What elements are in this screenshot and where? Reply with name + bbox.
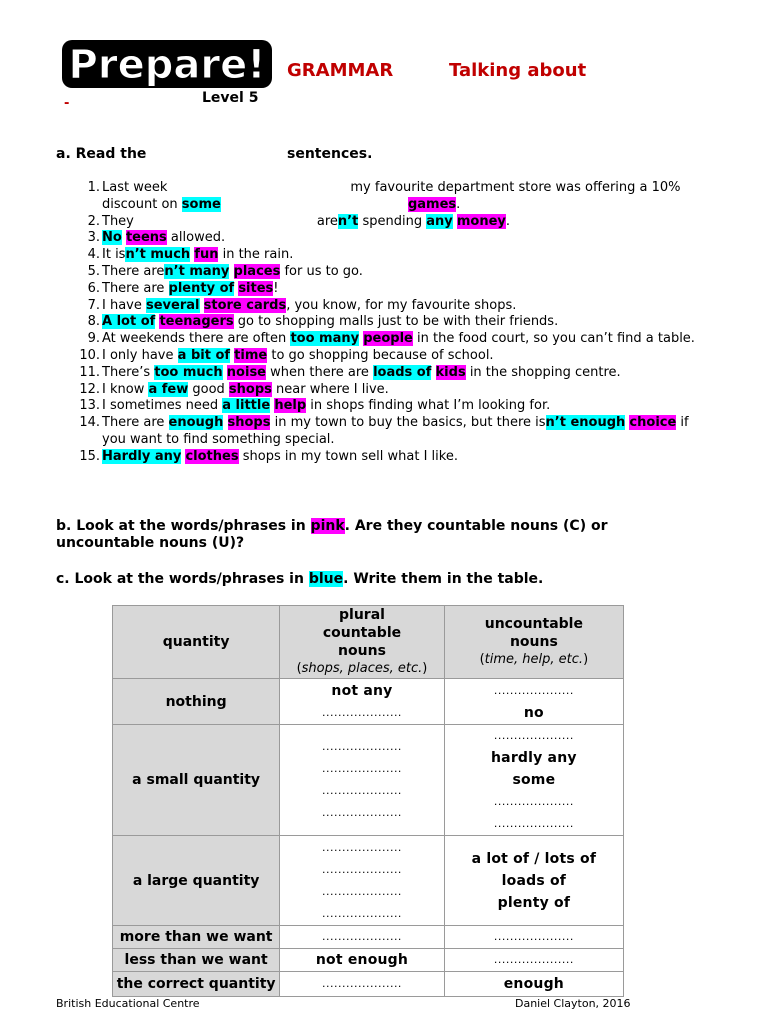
sentence-text: There’s — [102, 364, 155, 380]
footer-author: Daniel Clayton, 2016 — [515, 997, 631, 1010]
sentence-text: , you know, for my favourite shops. — [286, 297, 517, 313]
section-a-heading: a. Read the — [56, 146, 147, 162]
sentence-text: if you want to find something special. — [102, 415, 689, 447]
answer-blank[interactable]: .................... — [322, 806, 402, 819]
header-uncountable-example-text: time, help, etc. — [484, 652, 584, 667]
table-row — [113, 972, 624, 997]
pink-phrase: people — [363, 331, 413, 347]
sentence-text — [223, 415, 227, 430]
table-row — [113, 949, 624, 972]
header-dash: - — [64, 96, 70, 111]
sentence-text: are — [316, 213, 338, 229]
sentence-text: for us to go. — [280, 263, 363, 279]
answer-text: not enough — [315, 952, 409, 968]
question-b — [56, 518, 676, 552]
answer-text: hardly any — [491, 750, 577, 766]
sentence-text: shops in my town sell what I like. — [238, 448, 458, 464]
blue-phrase: Hardly any — [102, 448, 182, 464]
section-a-heading-cont: sentences. — [287, 146, 373, 162]
blue-phrase: a little — [222, 398, 271, 414]
table-header-row — [113, 606, 624, 679]
pink-phrase: kids — [435, 364, 466, 380]
sentence-text: It is — [102, 247, 126, 263]
blue-phrase: too much — [154, 364, 223, 380]
header-countable-example-text: shops, places, etc. — [301, 661, 423, 676]
sentence-text: my favourite department store was offering a 10% discount on — [102, 180, 681, 212]
sentence-number: 15. — [79, 448, 100, 464]
sentence-number: 6. — [87, 280, 100, 296]
answer-blank[interactable]: .................... — [493, 953, 574, 966]
pink-phrase: teenagers — [159, 314, 234, 330]
header-uncountable — [444, 606, 623, 679]
sentence-text: At weekends there are often — [102, 331, 291, 347]
answer-text: a lot of / lots of — [471, 850, 597, 867]
sentence-text: good — [188, 381, 229, 397]
pink-phrase: noise — [226, 364, 266, 380]
answer-text: not any — [331, 682, 393, 699]
uncountable-cell[interactable] — [444, 725, 623, 836]
blue-phrase: some — [181, 196, 221, 212]
countable-cell[interactable] — [280, 725, 445, 836]
sentence-text: I sometimes need — [102, 398, 223, 414]
question-c — [56, 571, 543, 587]
header-countable-title: plural countable nouns — [322, 607, 402, 659]
pink-phrase: sites — [238, 280, 274, 296]
header-countable-example: (shops, places, etc.) — [296, 661, 428, 676]
sentence-text: near where I live. — [271, 381, 389, 397]
countable-cell[interactable] — [280, 679, 445, 725]
pink-phrase: shops — [227, 415, 271, 431]
sentence-number: 2. — [87, 213, 100, 229]
sentence-text: I only have — [102, 347, 178, 363]
prepare-logo — [60, 38, 274, 90]
pink-phrase: store cards — [203, 297, 287, 313]
uncountable-cell[interactable] — [444, 972, 623, 997]
sentence-text: to go shopping because of school. — [267, 347, 494, 363]
sentence-text: They — [102, 213, 134, 229]
uncountable-cell[interactable] — [444, 926, 623, 949]
answer-blank[interactable]: .................... — [493, 930, 574, 943]
logo-text: Prepare! — [68, 42, 266, 88]
answer-text: no — [523, 704, 544, 721]
countable-cell[interactable] — [280, 926, 445, 949]
blue-phrase: n’t — [337, 213, 359, 229]
pink-phrase: clothes — [185, 448, 239, 464]
sentence-text: spending — [358, 213, 427, 229]
sentence-text — [431, 365, 435, 380]
answer-blank[interactable]: .................... — [322, 762, 402, 775]
question-c-before: c. Look at the words/phrases in — [56, 571, 309, 587]
answer-blank[interactable]: .................... — [493, 683, 574, 697]
answer-blank[interactable]: .................... — [493, 795, 574, 808]
sentence-number: 4. — [87, 247, 100, 263]
table-row — [113, 679, 624, 725]
sentence-text: go to shopping malls just to be with their friends. — [233, 314, 559, 330]
sentence-number: 8. — [87, 314, 100, 330]
sentence-item — [56, 281, 716, 298]
answer-blank[interactable]: .................... — [322, 977, 402, 990]
blue-phrase: No — [102, 230, 122, 246]
sentence-item — [56, 348, 716, 365]
countable-cell[interactable] — [280, 949, 445, 972]
pink-phrase: places — [233, 263, 281, 279]
sentence-text: . — [505, 213, 511, 229]
sentence-text: when there are — [266, 364, 374, 380]
pink-phrase: teens — [125, 230, 167, 246]
quantity-table — [112, 605, 624, 997]
answer-blank[interactable]: .................... — [322, 740, 402, 753]
table-row — [113, 926, 624, 949]
sentence-text — [221, 197, 225, 212]
answer-blank[interactable]: .................... — [322, 930, 402, 943]
table-body — [113, 679, 624, 997]
blue-phrase: too many — [290, 331, 360, 347]
sentence-number: 1. — [87, 180, 100, 195]
question-b-highlight: pink — [310, 518, 345, 534]
answer-text: plenty of — [497, 894, 571, 911]
table-row — [113, 725, 624, 836]
sentence-item — [56, 264, 716, 281]
answer-text: some — [512, 772, 556, 788]
sentence-text: in the shopping centre. — [465, 364, 621, 380]
footer-school: British Educational Centre — [56, 997, 200, 1010]
sentence-item — [56, 180, 716, 214]
pink-phrase: money — [456, 213, 506, 229]
pink-phrase: time — [234, 347, 268, 363]
sentence-text: There are — [102, 280, 169, 296]
sentence-item — [56, 298, 716, 315]
sentence-item — [56, 331, 716, 348]
answer-blank[interactable]: .................... — [322, 705, 402, 719]
question-c-after: . Write them in the table. — [343, 571, 544, 587]
sentence-text: in shops finding what I’m looking for. — [306, 398, 551, 414]
blue-phrase: plenty of — [168, 280, 235, 296]
row-label: nothing — [113, 679, 280, 725]
sentence-number: 5. — [87, 263, 100, 279]
answer-text: enough — [503, 976, 564, 992]
sentence-text: There are — [102, 263, 165, 279]
sentence-item — [56, 214, 716, 231]
header-uncountable-title: uncountable nouns — [484, 616, 583, 650]
sentence-text: I have — [102, 297, 146, 313]
row-label: less than we want — [113, 949, 280, 972]
sentence-item — [56, 230, 716, 247]
answer-blank[interactable]: .................... — [322, 784, 402, 797]
row-label: more than we want — [113, 926, 280, 949]
sentence-text: ! — [273, 280, 279, 296]
uncountable-cell[interactable] — [444, 949, 623, 972]
blue-phrase: enough — [168, 415, 224, 431]
title-grammar: GRAMMAR — [287, 60, 394, 81]
sentence-text: in the food court, so you can’t find a table. — [412, 331, 695, 347]
sentence-number: 12. — [79, 381, 100, 397]
blue-phrase: any — [426, 213, 453, 229]
answer-blank[interactable]: .................... — [322, 862, 402, 876]
pink-phrase: choice — [629, 415, 677, 431]
header-countable — [280, 606, 445, 679]
sentence-number: 13. — [79, 398, 100, 414]
level-label: Level 5 — [202, 90, 259, 106]
sentence-text: Last week — [102, 180, 168, 195]
header-quantity: quantity — [113, 606, 280, 679]
sentence-text: in my town to buy the basics, but there is — [270, 415, 546, 431]
answer-blank[interactable]: .................... — [322, 840, 402, 854]
blue-phrase: several — [146, 297, 200, 313]
pink-phrase: help — [274, 398, 307, 414]
blue-phrase: a bit of — [177, 347, 231, 363]
sentence-item — [56, 449, 716, 466]
blue-phrase: n’t enough — [545, 415, 626, 431]
sentence-item — [56, 314, 716, 331]
sentence-number: 9. — [87, 331, 100, 347]
answer-blank[interactable]: .................... — [493, 817, 574, 830]
answer-text: loads of — [501, 872, 567, 889]
blue-phrase: n’t much — [125, 247, 191, 263]
pink-phrase: fun — [194, 247, 219, 263]
answer-blank[interactable]: .................... — [322, 906, 402, 920]
sentence-item — [56, 365, 716, 382]
question-b-after: . Are they countable nouns (C) or uncountable nouns (U)? — [56, 518, 608, 551]
sentence-text: There are — [102, 415, 169, 431]
sentence-text: . — [456, 196, 461, 212]
blue-phrase: A lot of — [102, 314, 156, 330]
sentence-text: I know — [102, 381, 149, 397]
sentence-item — [56, 382, 716, 399]
uncountable-cell[interactable] — [444, 836, 623, 926]
sentence-item — [56, 247, 716, 264]
countable-cell[interactable] — [280, 972, 445, 997]
sentence-number: 3. — [87, 230, 100, 246]
sentence-text: in the rain. — [218, 247, 294, 263]
sentence-number: 11. — [79, 364, 100, 380]
sentence-list — [56, 180, 716, 466]
blue-phrase: n’t many — [164, 263, 230, 279]
sentence-number: 7. — [87, 297, 100, 313]
title-topic: Talking about — [449, 60, 587, 81]
question-b-before: b. Look at the words/phrases in — [56, 518, 311, 534]
sentence-item — [56, 415, 716, 449]
pink-phrase: shops — [228, 381, 272, 397]
sentence-number: 10. — [79, 347, 100, 363]
countable-cell[interactable] — [280, 836, 445, 926]
sentence-number: 14. — [79, 415, 100, 431]
sentence-item — [56, 398, 716, 415]
row-label: a large quantity — [113, 836, 280, 926]
uncountable-cell[interactable] — [444, 679, 623, 725]
header-uncountable-example: (time, help, etc.) — [479, 652, 589, 667]
question-c-highlight: blue — [308, 571, 344, 587]
answer-blank[interactable]: .................... — [493, 729, 574, 742]
sentence-text: allowed. — [166, 230, 226, 246]
answer-blank[interactable]: .................... — [322, 884, 402, 898]
blue-phrase: loads of — [373, 364, 432, 380]
pink-phrase: games — [407, 196, 457, 212]
blue-phrase: a few — [148, 381, 189, 397]
sentence-text — [229, 264, 233, 279]
row-label: a small quantity — [113, 725, 280, 836]
row-label: the correct quantity — [113, 972, 280, 997]
table-row — [113, 836, 624, 926]
